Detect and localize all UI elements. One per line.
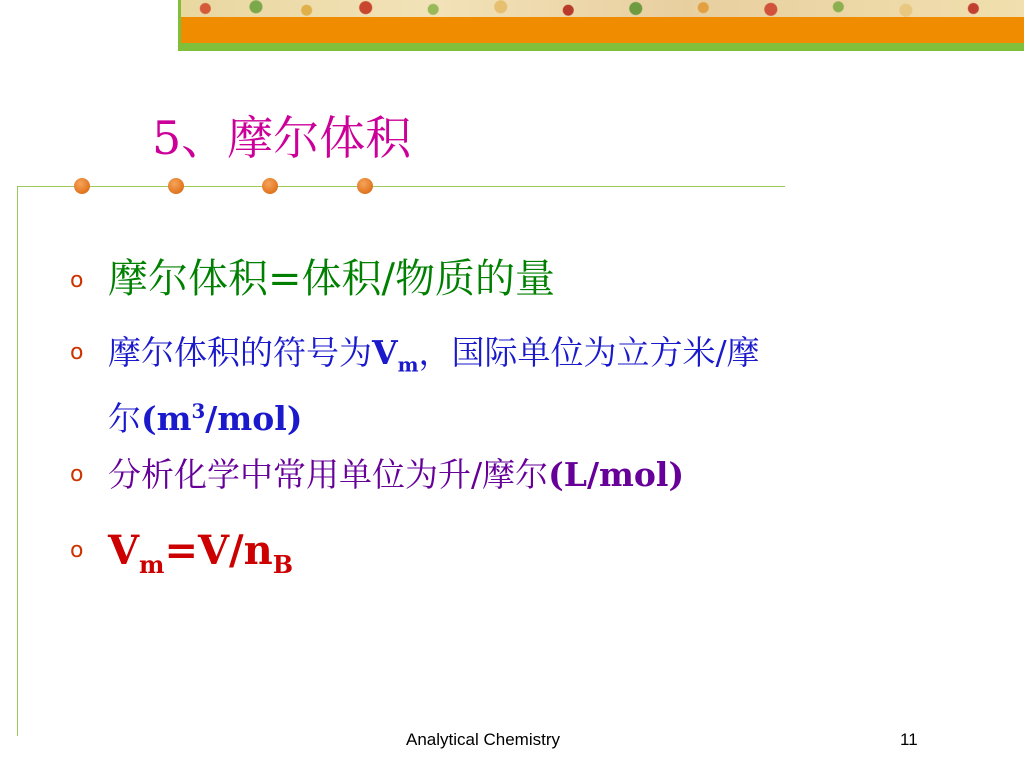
header-photo-strip <box>180 0 1024 17</box>
bullet-marker: o <box>70 462 84 487</box>
unit-exponent: 3 <box>191 398 206 423</box>
header-green-edge <box>180 43 1024 51</box>
bullet-marker: o <box>70 340 84 365</box>
decorative-dot <box>357 178 373 194</box>
si-unit-text: ，国际单位为立方米/摩 <box>418 333 760 372</box>
bullet-text <box>108 253 555 305</box>
bullet-item <box>70 253 555 309</box>
symbol-intro: 摩尔体积的符号为 <box>108 333 372 372</box>
bullet-marker: o <box>70 538 84 563</box>
decorative-dot <box>168 178 184 194</box>
formula-body: =V/n <box>164 527 273 574</box>
bullet-item <box>70 452 684 498</box>
formula-sub-m: m <box>139 550 165 579</box>
header-green-divider <box>178 0 181 51</box>
symbol-v: V <box>372 333 398 372</box>
page-number: 11 <box>900 730 918 749</box>
molar-volume-definition: 摩尔体积=体积/物质的量 <box>108 256 555 302</box>
frame-top-line <box>17 186 785 187</box>
formula <box>108 522 293 594</box>
frame-left-line <box>17 186 18 736</box>
formula-sub-b: B <box>272 550 293 579</box>
decorative-dot <box>74 178 90 194</box>
bullet-text <box>108 452 684 498</box>
unit-l-per-mol: (L/mol) <box>548 455 685 494</box>
decorative-dot <box>262 178 278 194</box>
bullet-text <box>108 330 760 442</box>
bullet-marker: o <box>70 268 84 293</box>
header-orange-bar <box>180 17 1024 43</box>
formula-v: V <box>108 527 140 574</box>
unit-per-mol: /mol) <box>205 398 303 438</box>
bullet-item <box>70 330 760 442</box>
si-unit-continued: 尔 <box>108 398 141 438</box>
footer-title: Analytical Chemistry <box>406 730 560 749</box>
symbol-sub-m: m <box>397 352 419 377</box>
bullet-item <box>70 522 293 594</box>
unit-m: (m <box>141 398 192 438</box>
slide-title: 5、摩尔体积 <box>152 111 412 165</box>
common-unit-text: 分析化学中常用单位为升/摩尔 <box>108 455 549 494</box>
